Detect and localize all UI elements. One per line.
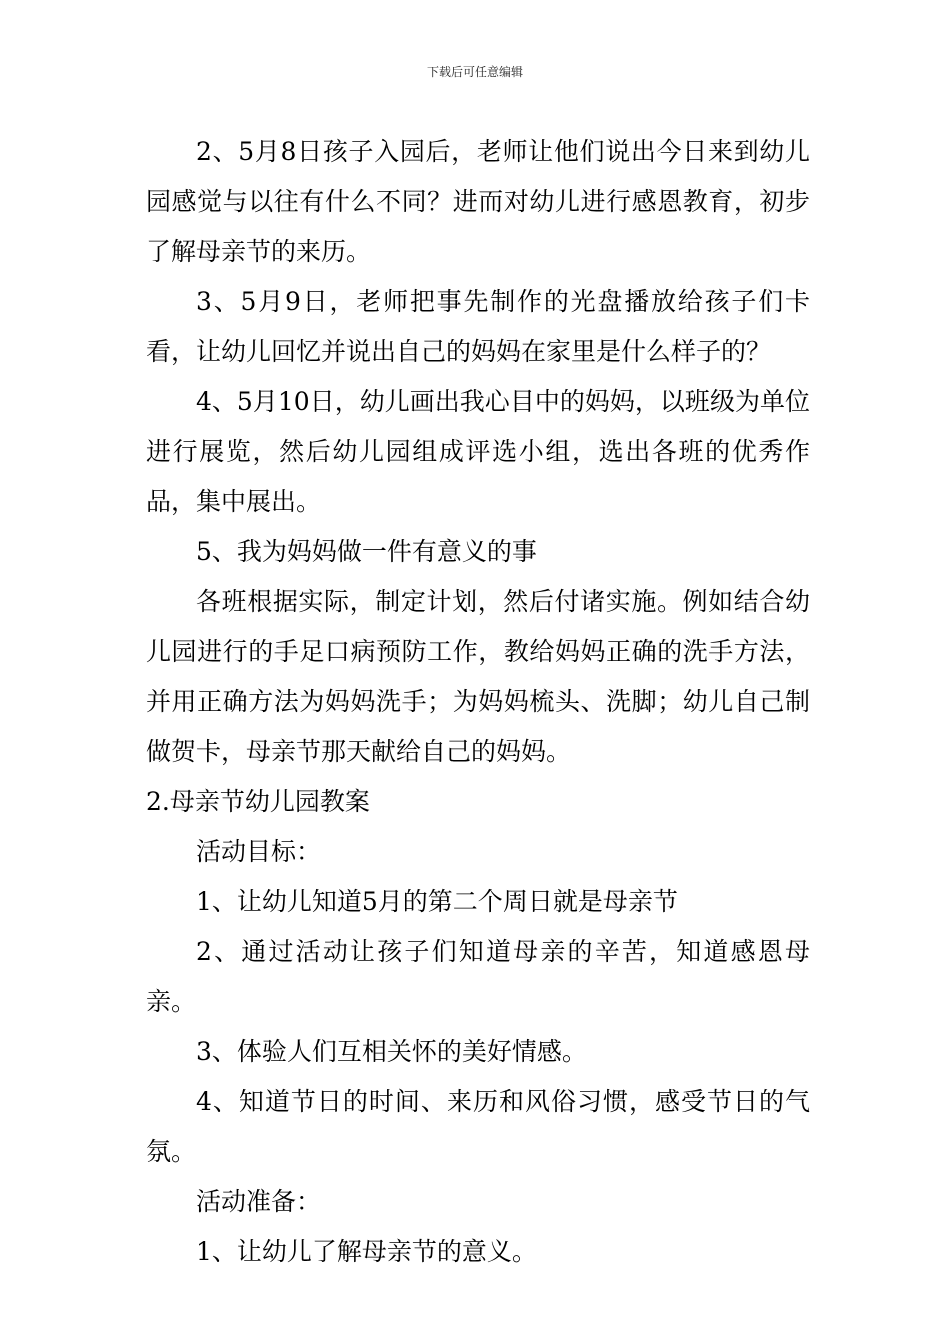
paragraph-step-5: 5、我为妈妈做一件有意义的事 xyxy=(196,537,537,566)
goal-item-3: 3、体验人们互相关怀的美好情感。 xyxy=(196,1037,587,1066)
paragraph-step-2: 2、5月8日孩子入园后，老师让他们说出今日来到幼儿园感觉与以往有什么不同？进而对幼儿进行感恩教育，初步了解母亲节的来历。 xyxy=(146,137,810,266)
goals-heading: 活动目标： xyxy=(196,837,322,866)
document-body xyxy=(146,127,810,1277)
goal-item-2: 2、通过活动让孩子们知道母亲的辛苦，知道感恩母亲。 xyxy=(146,937,810,1016)
paragraph-step-4: 4、5月10日，幼儿画出我心目中的妈妈，以班级为单位进行展览，然后幼儿园组成评选小组，选出各班的优秀作品，集中展出。 xyxy=(146,387,810,516)
goal-item-4: 4、知道节日的时间、来历和风俗习惯，感受节日的气氛。 xyxy=(146,1087,810,1166)
section-heading: 2.母亲节幼儿园教案 xyxy=(146,787,370,816)
paragraph-step-3: 3、5月9日，老师把事先制作的光盘播放给孩子们卡看，让幼儿回忆并说出自己的妈妈在家里是什么样子的？ xyxy=(146,287,810,366)
goal-item-1: 1、让幼儿知道5月的第二个周日就是母亲节 xyxy=(196,887,678,916)
paragraph-step-5-detail: 各班根据实际，制定计划，然后付诸实施。例如结合幼儿园进行的手足口病预防工作，教给妈妈正确的洗手方法，并用正确方法为妈妈洗手；为妈妈梳头、洗脚；幼儿自己制做贺卡，母亲节那天献给自己的妈妈。 xyxy=(146,587,810,766)
preparation-heading: 活动准备： xyxy=(196,1187,322,1216)
preparation-item-1: 1、让幼儿了解母亲节的意义。 xyxy=(196,1237,537,1266)
page-header: 下载后可任意编辑 xyxy=(426,65,523,79)
